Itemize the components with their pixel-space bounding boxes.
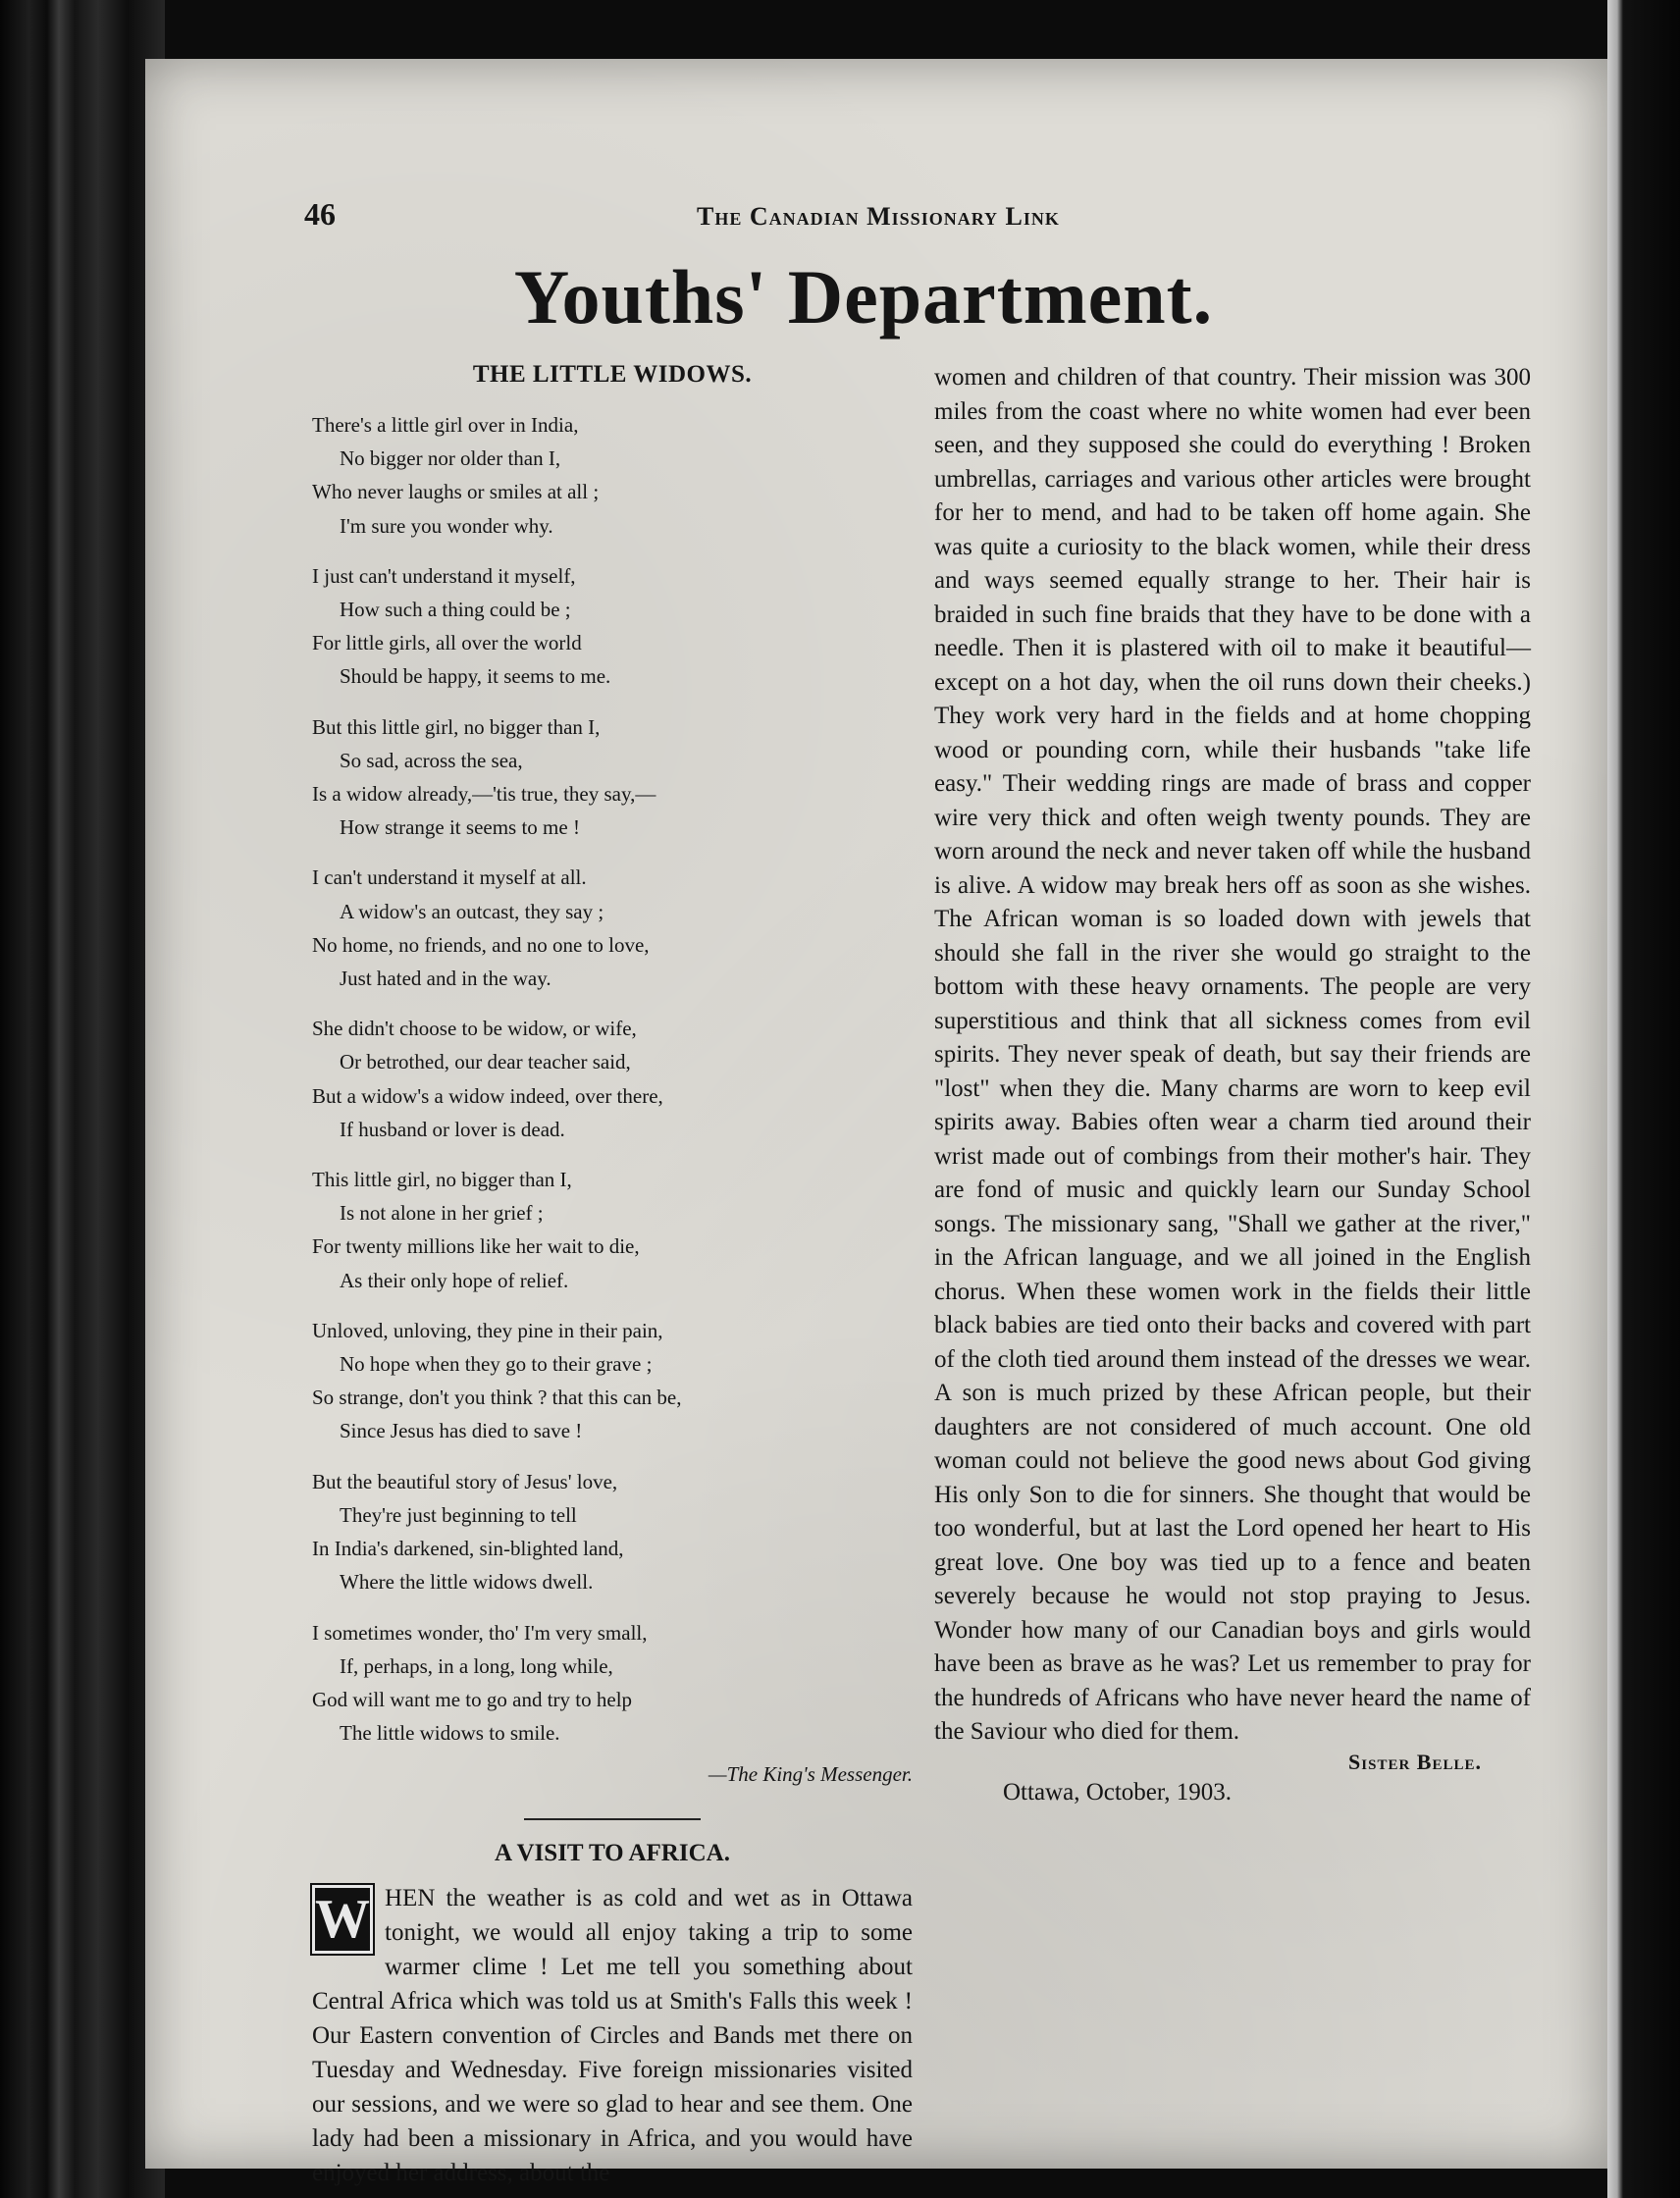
poem-line: Or betrothed, our dear teacher said, [340, 1050, 631, 1074]
poem-attribution: —The King's Messenger. [708, 1762, 913, 1787]
poem-line: For little girls, all over the world [312, 631, 582, 655]
book-spine [0, 0, 165, 2198]
poem-body [312, 408, 913, 1750]
poem-line: For twenty millions like her wait to die, [312, 1234, 640, 1259]
poem-stanza [312, 710, 913, 845]
poem-line: So sad, across the sea, [340, 748, 523, 772]
drop-cap: W [312, 1885, 373, 1954]
department-title: Youths' Department. [513, 254, 1214, 340]
article-text-left: HEN the weather is as cold and wet as in Ottawa tonight, we would all enjoy taking a trip to some warmer clime ! Let me tell you something about Central Africa which was told us at Smith's Falls this week ! Our Eastern convention of Circles and Bands met there on Tuesday and Wednesday. Five foreign missionaries visited our sessions, and we were so glad to hear and see them. One lady had been a missionary in Africa, and you would have enjoyed her address, about the [312, 1885, 913, 2187]
poem-line: I can't understand it myself at all. [312, 865, 587, 890]
journal-title: The Canadian Missionary Link [697, 202, 1060, 231]
poem-stanza [312, 1012, 913, 1146]
poem-line: No home, no friends, and no one to love, [312, 932, 650, 957]
dateline: Ottawa, October, 1903. [1003, 1778, 1232, 1806]
poem-line: I sometimes wonder, tho' I'm very small, [312, 1620, 648, 1645]
poem-line: Just hated and in the way. [340, 967, 551, 991]
poem-line: Since Jesus has died to save ! [340, 1419, 583, 1443]
poem-line: If husband or lover is dead. [340, 1117, 565, 1141]
running-head [294, 196, 1433, 236]
poem-line: As their only hope of relief. [340, 1268, 569, 1292]
poem-title: THE LITTLE WIDOWS. [472, 361, 753, 388]
right-column [934, 361, 1531, 1806]
poem-line: I just can't understand it myself, [312, 563, 576, 588]
poem-line: So strange, don't you think ? that this can be, [312, 1386, 682, 1410]
poem-line: How strange it seems to me ! [340, 815, 580, 840]
article-title: A VISIT TO AFRICA. [495, 1840, 730, 1867]
poem-line: How such a thing could be ; [340, 598, 571, 622]
facing-page-edge [1607, 0, 1680, 2198]
poem-line: But this little girl, no bigger than I, [312, 714, 601, 739]
poem-stanza [312, 861, 913, 995]
poem-line: In India's darkened, sin-blighted land, [312, 1537, 624, 1561]
poem-line: She didn't choose to be widow, or wife, [312, 1017, 637, 1041]
poem-line: A widow's an outcast, they say ; [340, 899, 604, 923]
poem-stanza [312, 1314, 913, 1448]
poem-line: Is not alone in her grief ; [340, 1201, 544, 1226]
article-body-left [312, 1881, 913, 2190]
poem-line: Is a widow already,—'tis true, they say,— [312, 782, 656, 807]
poem-line: This little girl, no bigger than I, [312, 1168, 572, 1192]
left-column [312, 361, 913, 2190]
poem-line: I'm sure you wonder why. [340, 513, 553, 538]
poem-line: No bigger nor older than I, [340, 446, 561, 471]
poem-line: But the beautiful story of Jesus' love, [312, 1469, 618, 1493]
poem-line: There's a little girl over in India, [312, 413, 579, 437]
poem-stanza [312, 1616, 913, 1751]
poem-line: Should be happy, it seems to me. [340, 664, 611, 689]
poem-line: If, perhaps, in a long, long while, [340, 1653, 613, 1678]
poem-line: Unloved, unloving, they pine in their pain, [312, 1318, 663, 1342]
poem-line: No hope when they go to their grave ; [340, 1352, 653, 1377]
page-number: 46 [304, 196, 336, 232]
poem-stanza [312, 408, 913, 543]
poem-stanza [312, 559, 913, 694]
poem-line: But a widow's a widow indeed, over there, [312, 1083, 663, 1108]
author-signature: Sister Belle. [1348, 1749, 1482, 1774]
poem-line: The little widows to smile. [340, 1721, 560, 1746]
poem-line: Who never laughs or smiles at all ; [312, 480, 600, 504]
poem-stanza [312, 1465, 913, 1599]
poem-line: They're just beginning to tell [340, 1502, 577, 1527]
article-text-right: women and children of that country. Their mission was 300 miles from the coast where no white women had ever been seen, and they supposed she could do everything ! Broken umbrellas, carriages and various other articles were brought for her to mend, and had to be taken off home again. She was quite a curiosity to the black women, while their dress and ways seemed equally strange to her. Their hair is braided in such fine braids that they have to be done with a needle. Then it is plastered with oil to make it beautiful—except on a hot day, when the oil runs down their cheeks.) They work very hard in the fields and at home chopping wood or pounding corn, while their husbands "take life easy." Their wedding rings are made of brass and copper wire very thick and often weigh twenty pounds. They are worn around the neck and never taken off while the husband is alive. A widow may break hers off as soon as she wishes. The African woman is so loaded down with jewels that should she fall in the river she would go straight to the bottom with these heavy ornaments. The people are very superstitious and think that all sickness comes from evil spirits. They never speak of death, but say their friends are "lost" when they die. Many charms are worn to keep evil spirits away. Babies often wear a charm tied around their wrist made out of combings from their mother's hair. They are fond of music and quickly learn our Sunday School songs. The missionary sang, "Shall we gather at the river," in the African language, and we all joined in the English chorus. When these women work in the fields their little black babies are tied onto their backs and covered with part of the cloth tied around them instead of the dresses we wear. A son is much prized by these African people, but their daughters are not considered of much account. One old woman could not believe the good news about God giving His only Son to die for sinners. She thought that would be too wonderful, but at last the Lord opened her heart to His great love. One boy was tied up to a fence and beaten severely because he would not stop praying to Jesus. Wonder how many of our Canadian boys and girls would have been as brave as he was? Let us remember to pray for the hundreds of Africans who have never heard the name of the Saviour who died for them. [934, 364, 1531, 1745]
poem-line: Where the little widows dwell. [340, 1570, 594, 1595]
section-divider [524, 1818, 701, 1820]
poem-line: God will want me to go and try to help [312, 1687, 633, 1711]
poem-stanza [312, 1163, 913, 1297]
